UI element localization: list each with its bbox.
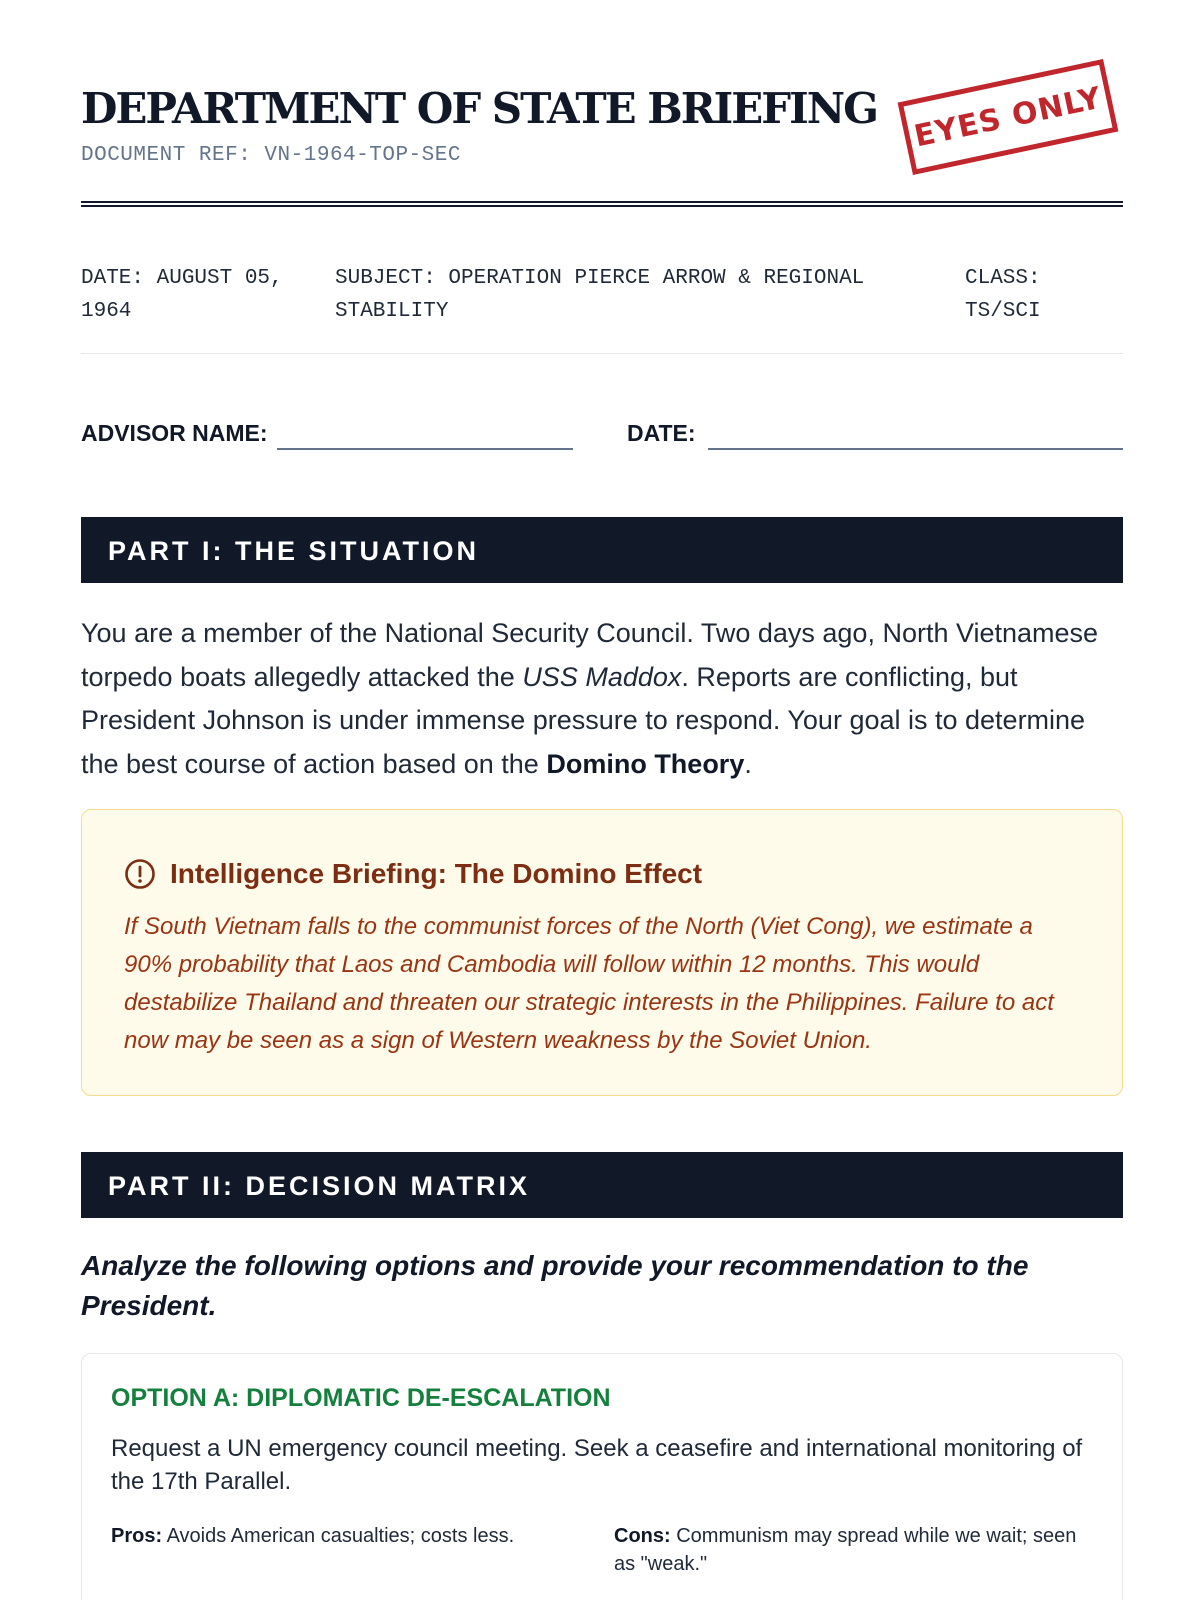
meta-date: DATE: AUGUST 05, 1964 [81, 267, 283, 323]
intelligence-briefing-callout [81, 809, 1123, 1096]
intro-text-2: . Reports are conflicting, but President Johnson is under immense pressure to respond. Your goal is to determine the best course of action based on the [81, 661, 1086, 779]
cons-text: Communism may spread while we wait; seen as "weak." [614, 1525, 1077, 1575]
advisor-fields [81, 412, 1123, 452]
situation-paragraph [81, 612, 1123, 786]
advisor-date-label: DATE: [627, 420, 696, 446]
advisor-date-field[interactable] [708, 448, 1123, 450]
intel-body: If South Vietnam falls to the communist forces of the North (Viet Cong), we estimate a 90% probability that Laos and Cambodia will follow within 12 months. This would destabilize Thailand and threaten our strategic interests in the Philippines. Failure to act now may be seen as a sign of Western weakness by the Soviet Union. [124, 913, 1054, 1054]
decision-instruction: Analyze the following options and provide your recommendation to the President. [81, 1250, 1029, 1321]
header-divider [81, 201, 1123, 207]
document-header [81, 0, 1123, 210]
domino-theory-term: Domino Theory [546, 748, 745, 779]
part-two-heading: PART II: DECISION MATRIX [81, 1152, 1123, 1218]
option-a-card [81, 1353, 1123, 1600]
advisor-name-field[interactable] [277, 448, 573, 450]
option-a-title: OPTION A: DIPLOMATIC DE-ESCALATION [111, 1384, 611, 1412]
ship-name: USS Maddox [522, 661, 682, 692]
intel-header [124, 854, 702, 894]
option-a-pros [111, 1522, 571, 1550]
option-a-cons [614, 1522, 1084, 1578]
advisor-name-label: ADVISOR NAME: [81, 420, 268, 446]
part-one-heading: PART I: THE SITUATION [81, 517, 1123, 583]
option-a-description: Request a UN emergency council meeting. Seek a ceasefire and international monitoring of the 17th Parallel. [111, 1435, 1083, 1495]
alert-circle-icon [124, 858, 156, 890]
pros-text: Avoids American casualties; costs less. [166, 1525, 515, 1547]
intel-title: Intelligence Briefing: The Domino Effect [170, 858, 703, 889]
document-reference: DOCUMENT REF: VN-1964-TOP-SEC [81, 144, 461, 167]
cons-label: Cons: [614, 1525, 671, 1547]
document-title: DEPARTMENT OF STATE BRIEFING [81, 84, 878, 133]
meta-subject: SUBJECT: OPERATION PIERCE ARROW & REGIONAL STABILITY [335, 267, 865, 323]
pros-label: Pros: [111, 1525, 163, 1547]
intro-text-1: You are a member of the National Security Council. Two days ago, North Vietnamese torpedo boats allegedly attacked the [81, 618, 1099, 692]
briefing-document [81, 0, 1123, 1575]
intro-text-3: . [744, 748, 752, 779]
eyes-only-stamp: EYES ONLY [898, 59, 1119, 175]
meta-classification: CLASS: TS/SCI [965, 267, 1041, 323]
document-meta [81, 262, 1123, 354]
